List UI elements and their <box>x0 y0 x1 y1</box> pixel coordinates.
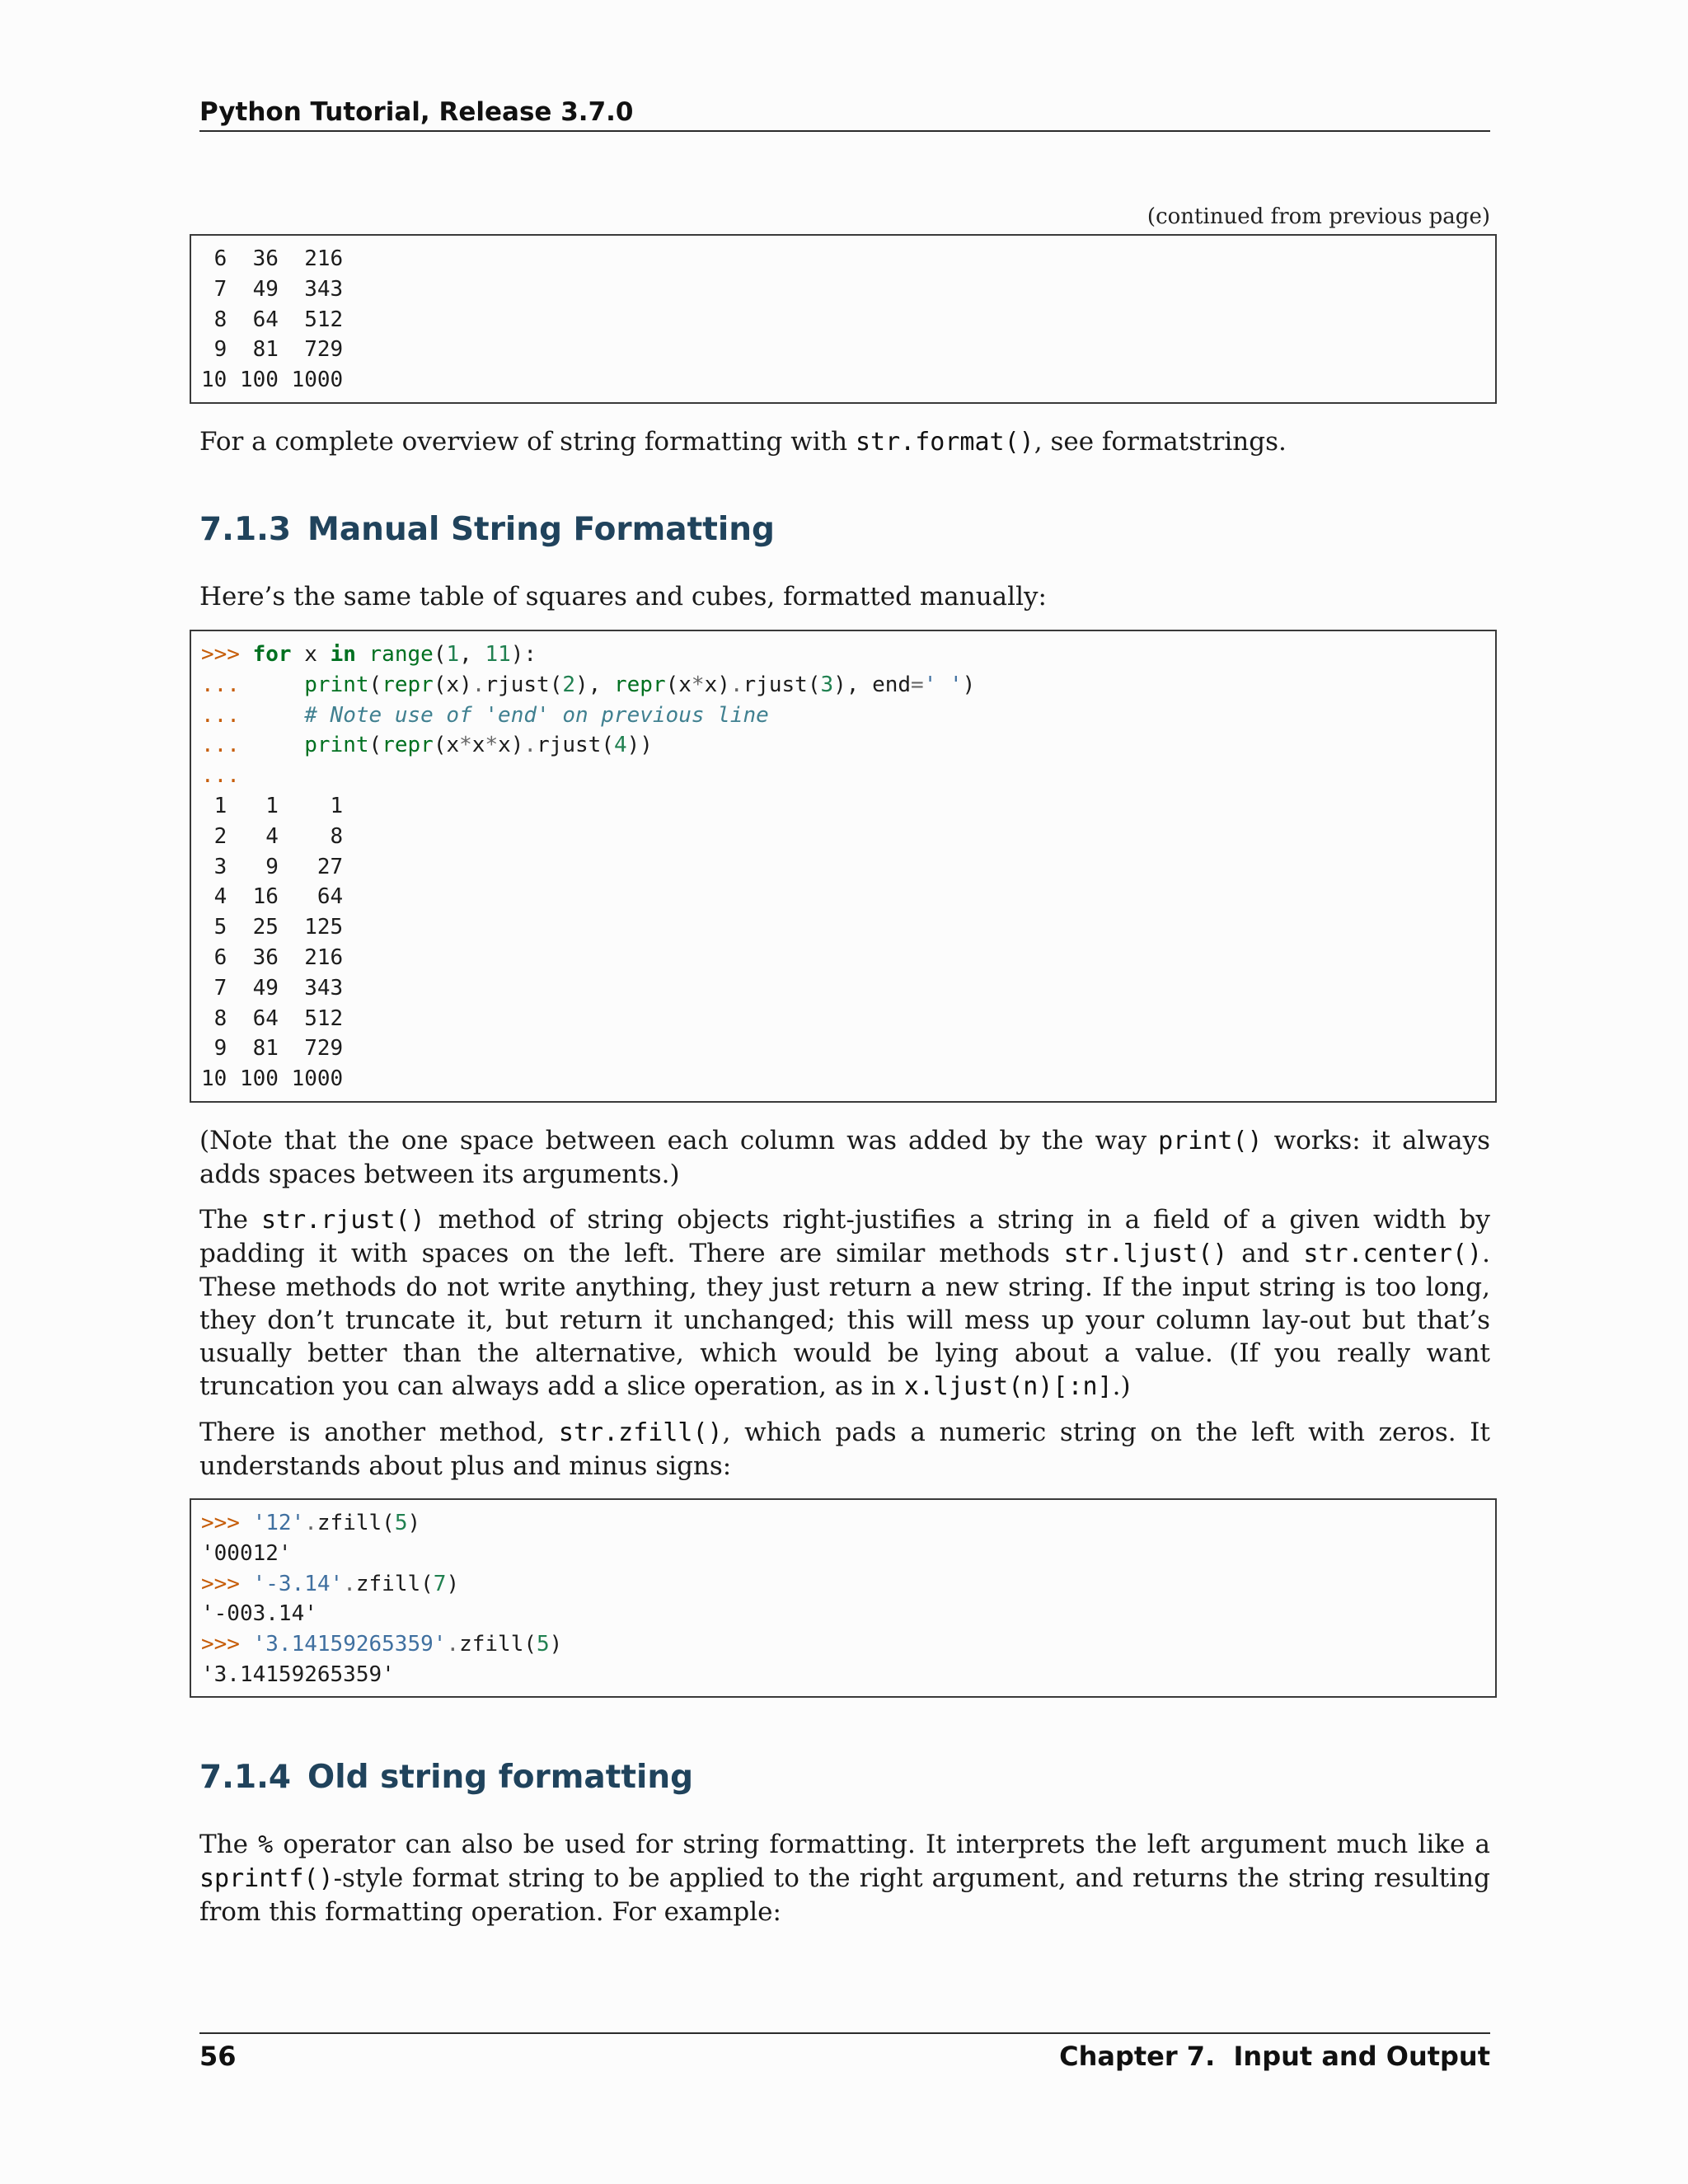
paragraph-print-spacing: (Note that the one space between each column was added by the way print() works: it always adds spaces between its arguments.) <box>199 1126 1490 1189</box>
footer-rule <box>199 2032 1490 2034</box>
section-heading-7-1-3 <box>199 509 775 551</box>
footer-chapter-title: Chapter 7. Input and Output <box>1059 2041 1490 2072</box>
paragraph-rjust: The str.rjust() method of string objects right-justifies a string in a field of a given width by padding it with spaces on the left. There are similar methods str.ljust() and str.center(). These methods do not write anything, they just return a new string. If the input string is too long, they don’t truncate it, but return it unchanged; this will mess up your column lay-out but that’s usually better than the alternative, which would be lying about a value. (If you really want truncation you can always add a slice operation, as in x.ljust(n)[:n].) <box>199 1205 1491 1401</box>
code-line: 6 36 216 <box>201 246 344 271</box>
inline-code: % <box>258 1830 274 1859</box>
section-title: Manual String Formatting <box>307 511 775 548</box>
code-listing: >>> for x in range(1, 11): ... print(repr(x).rjust(2), repr(x*x).rjust(3), end=' ') ... # Note use of 'end' on previous line ... print(repr(x*x*x).rjust(4)) ... 1 1 1 2 4 8 3 9 27 4 16 64 5 25 125 6 36 216 7 49 343 8 64 512 9 81 729 10 100 1000 <box>201 642 976 1092</box>
continued-note: (continued from previous page) <box>1146 204 1490 229</box>
paragraph-format-overview: For a complete overview of string formatting with str.format(), see formatstrings. <box>199 427 1287 457</box>
inline-code: str.rjust() <box>260 1206 425 1235</box>
inline-code: str.format() <box>855 428 1034 457</box>
running-header: Python Tutorial, Release 3.7.0 <box>199 97 634 127</box>
code-line: 9 81 729 <box>201 337 344 363</box>
inline-code: str.center() <box>1303 1240 1483 1268</box>
inline-code: sprintf() <box>199 1864 334 1893</box>
page-number: 56 <box>199 2041 237 2072</box>
code-block-zfill <box>190 1498 1497 1698</box>
inline-code: x.ljust(n)[:n] <box>903 1372 1113 1401</box>
code-line: 8 64 512 <box>201 307 344 332</box>
inline-code: print() <box>1158 1127 1263 1155</box>
header-rule <box>199 130 1490 132</box>
code-listing: >>> '12'.zfill(5) '00012' >>> '-3.14'.zfill(7) '-003.14' >>> '3.14159265359'.zfill(5) '3.14159265359' <box>201 1511 563 1687</box>
section-heading-7-1-4 <box>199 1757 693 1798</box>
section-number: 7.1.3 <box>199 511 292 548</box>
paragraph-zfill: There is another method, str.zfill(), which pads a numeric string on the left with zeros. It understands about plus and minus signs: <box>199 1418 1490 1481</box>
inline-code: str.ljust() <box>1063 1240 1228 1268</box>
paragraph-intro-manual: Here’s the same table of squares and cubes, formatted manually: <box>199 582 1047 612</box>
section-number: 7.1.4 <box>199 1759 292 1796</box>
code-output <box>201 244 1495 396</box>
code-block-continued <box>190 234 1497 404</box>
section-title: Old string formatting <box>307 1759 694 1796</box>
code-line: 7 49 343 <box>201 276 344 302</box>
paragraph-old-formatting: The % operator can also be used for string formatting. It interprets the left argument much like a sprintf()-style format string to be applied to the right argument, and returns the string resulting from this formatting operation. For example: <box>199 1830 1490 1927</box>
code-line: 10 100 1000 <box>201 368 344 393</box>
inline-code: str.zfill() <box>558 1418 723 1447</box>
code-block-manual-formatting <box>190 630 1497 1103</box>
